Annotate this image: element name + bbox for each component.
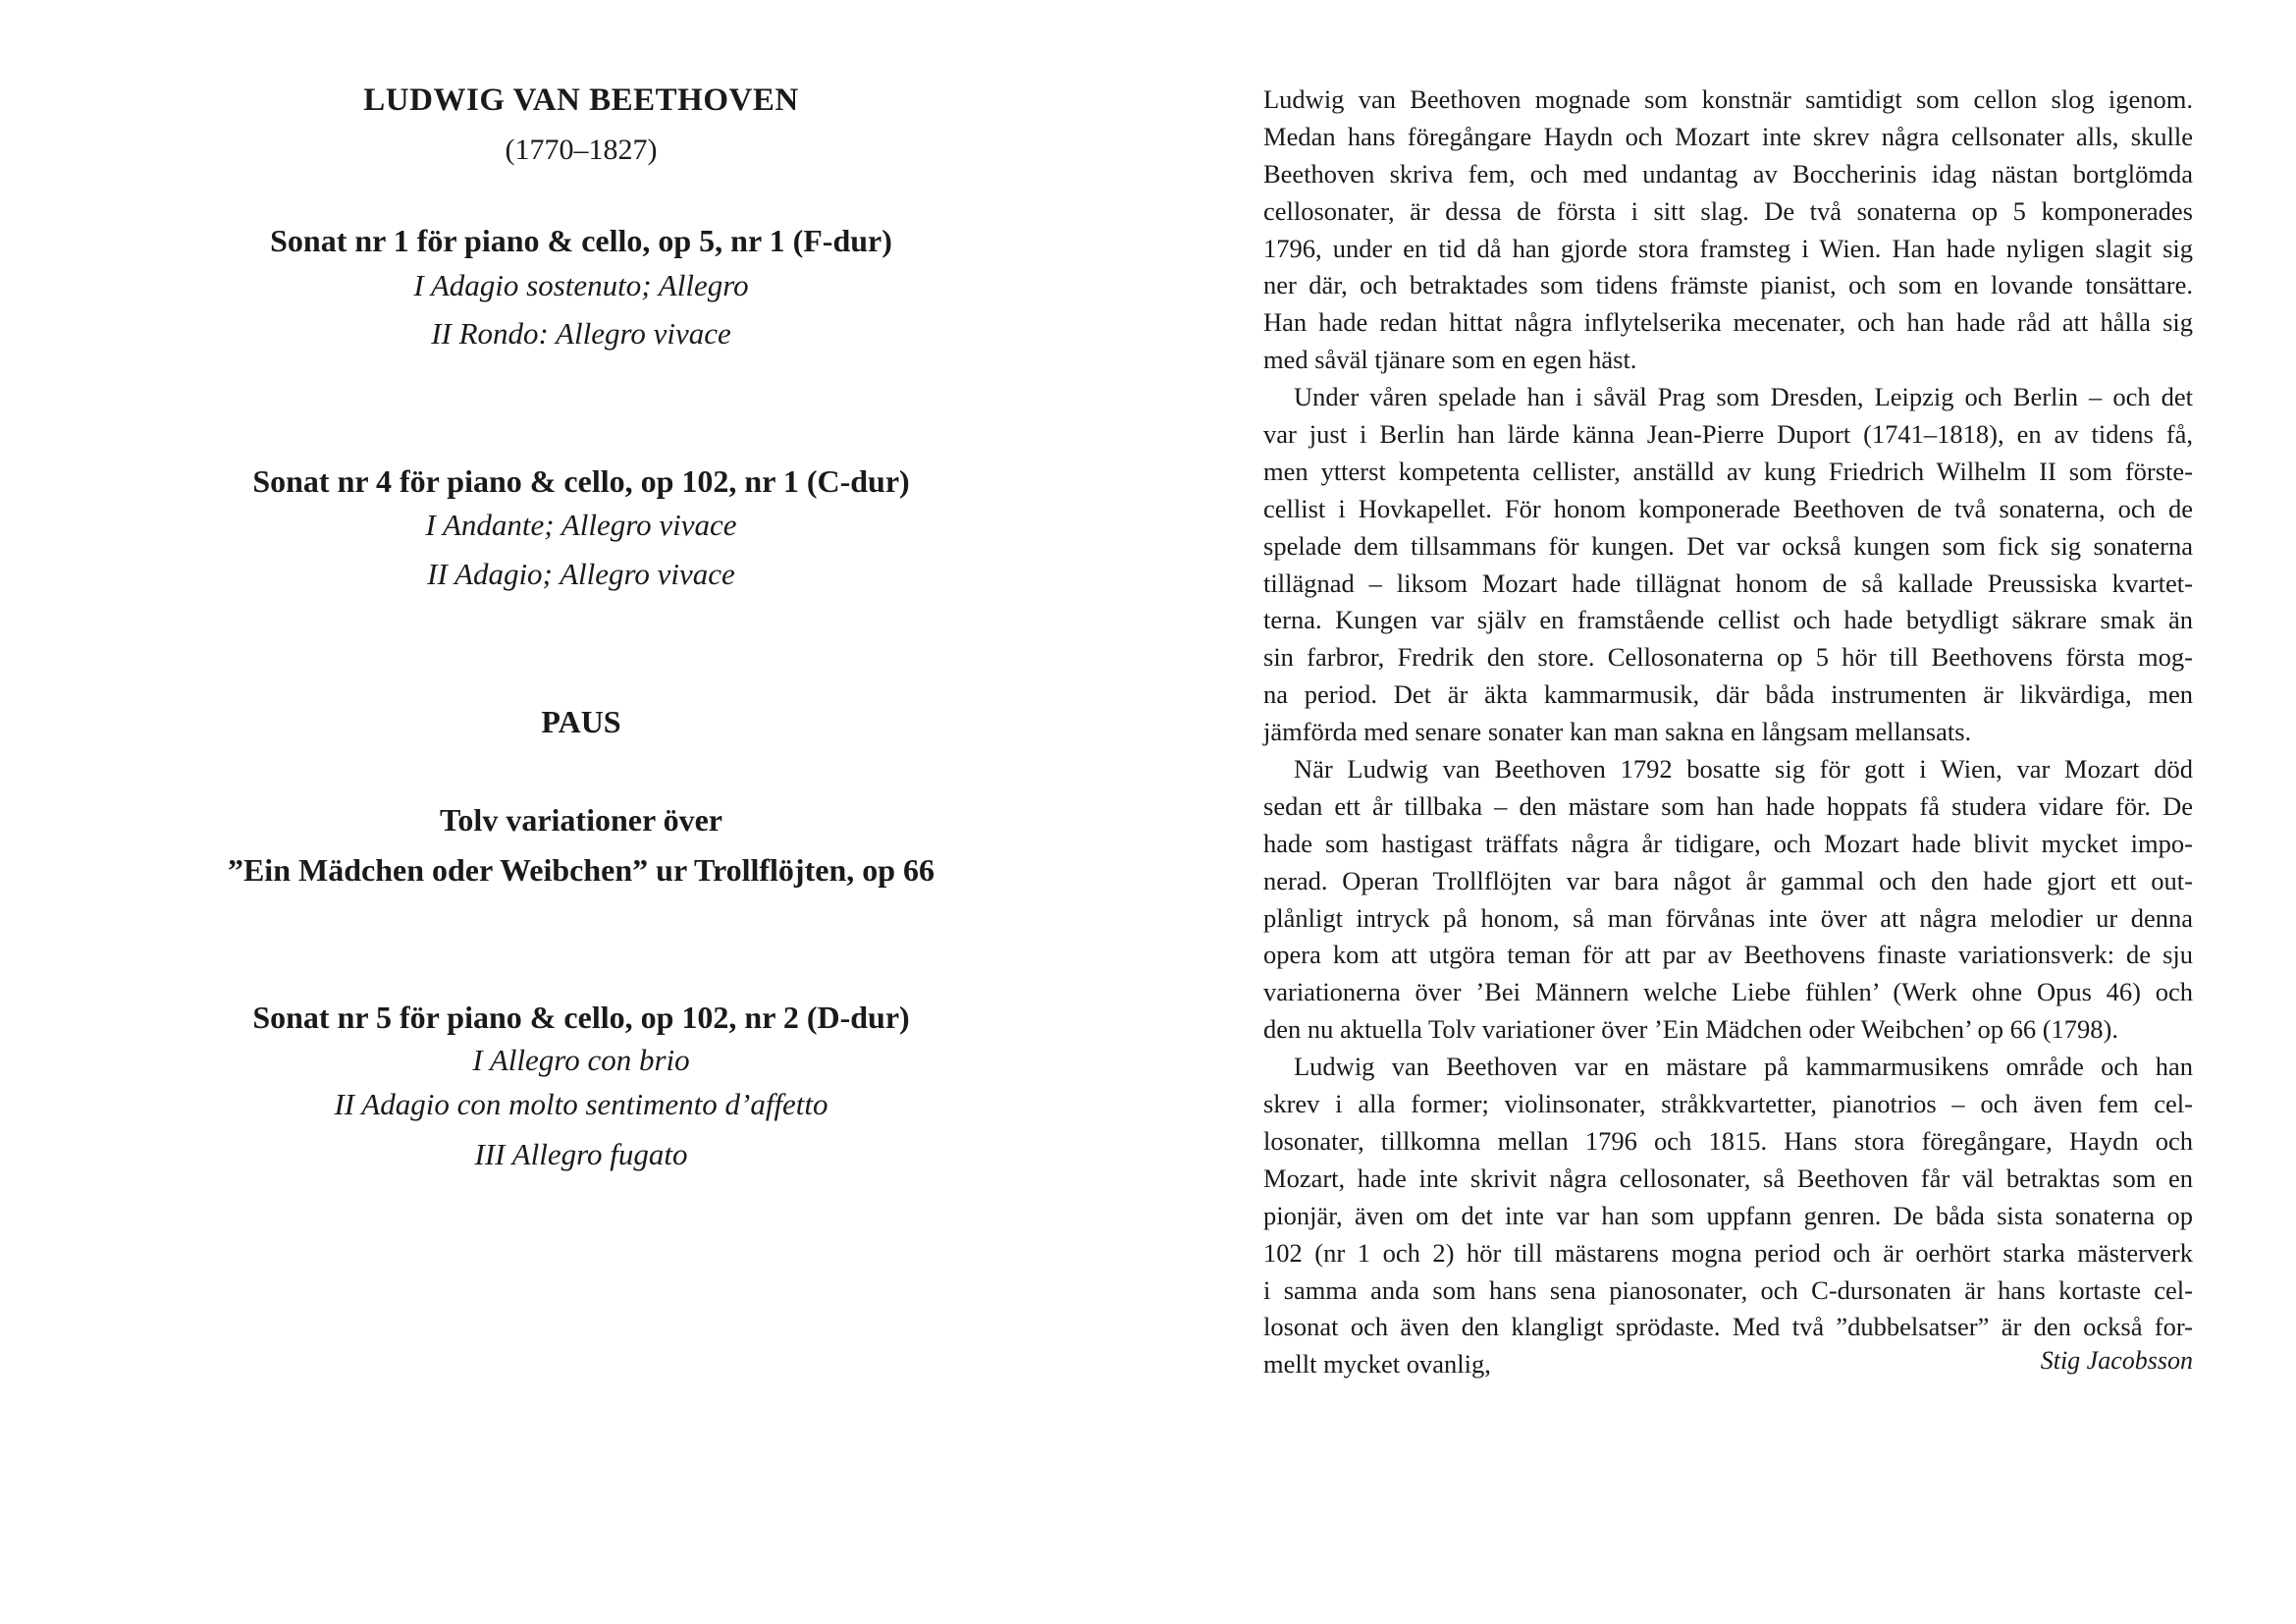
- movement: I Andante; Allegro vivace: [425, 508, 737, 542]
- essay-line: nerad. Operan Trollflöjten var bara något år gammal och den hade gjort ett out-: [1263, 865, 2193, 895]
- essay-line: Han hade redan hittat några inflytelserika mecenater, och han hade råd att hålla sig: [1263, 307, 2193, 338]
- essay-line: skrev i alla former; violinsonater, stråkkvartetter, pianotrios – och även fem cel-: [1263, 1089, 2193, 1119]
- essay-line: Ludwig van Beethoven mognade som konstnär samtidigt som cellon slog igenom.: [1263, 84, 2193, 114]
- movement: III Allegro fugato: [474, 1137, 688, 1171]
- work-title: Sonat nr 5 för piano & cello, op 102, nr 2 (D-dur): [252, 1000, 910, 1035]
- essay-line: När Ludwig van Beethoven 1792 bosatte sig för gott i Wien, var Mozart död: [1294, 754, 2193, 785]
- essay-text: [1263, 81, 2193, 1383]
- essay-line: plånligt intryck på honom, så man förvånas inte över att några melodier ur denna: [1263, 902, 2193, 933]
- essay-line: hade som hastigast träffats några år tidigare, och Mozart hade blivit mycket impo-: [1263, 828, 2193, 858]
- essay-line: cellist i Hovkapellet. För honom komponerade Beethoven de två sonaterna, och de: [1263, 493, 2193, 523]
- essay-line: sedan ett år tillbaka – den mästare som han hade hoppats få studera vidare för. De: [1263, 790, 2193, 821]
- essay-line: Under våren spelade han i såväl Prag som Dresden, Leipzig och Berlin – och det: [1294, 382, 2193, 412]
- intermission-label: PAUS: [541, 704, 621, 739]
- essay-line: losonater, tillkomna mellan 1796 och 1815. Hans stora föregångare, Haydn och: [1263, 1125, 2193, 1156]
- essay-line: spelade dem tillsammans för kungen. Det var också kungen som fick sig sonaterna: [1263, 530, 2193, 561]
- essay-line: den nu aktuella Tolv variationer över ’Ein Mädchen oder Weibchen’ op 66 (1798).: [1263, 1014, 2118, 1045]
- essay-line: ner där, och betraktades som tidens främste pianist, och som en lovande tonsättare.: [1263, 270, 2193, 300]
- essay-line: i samma anda som hans sena pianosonater, och C-dursonaten är hans kortaste cel-: [1263, 1274, 2193, 1305]
- movement: I Allegro con brio: [472, 1043, 690, 1077]
- movement: I Adagio sostenuto; Allegro: [413, 268, 749, 302]
- essay-line: opera kom att utgöra teman för att par av Beethovens finaste variationsverk: de sju: [1263, 940, 2193, 970]
- movement: II Adagio; Allegro vivace: [427, 557, 735, 591]
- essay-line: variationerna över ’Bei Männern welche Liebe fühlen’ (Werk ohne Opus 46) och: [1263, 977, 2193, 1007]
- essay-line: mellt mycket ovanlig,: [1263, 1349, 1491, 1380]
- essay-line: men ytterst kompetenta cellister, anställd av kung Friedrich Wilhelm II som förste-: [1263, 456, 2193, 486]
- work-title: Sonat nr 4 för piano & cello, op 102, nr 1 (C-dur): [252, 463, 910, 499]
- movement: II Rondo: Allegro vivace: [431, 316, 731, 351]
- essay-signature: Stig Jacobsson: [2040, 1346, 2193, 1375]
- essay-line: terna. Kungen var själv en framstående cellist och hade betydligt säkrare smak än: [1263, 605, 2193, 635]
- composer-name: LUDWIG VAN BEETHOVEN: [363, 82, 799, 118]
- variations-title: Tolv variationer över: [440, 802, 722, 838]
- essay-line: losonat och även den klangligt sprödaste. Med två ”dubbelsatser” är den också for-: [1263, 1312, 2193, 1342]
- composer-years: (1770–1827): [505, 134, 658, 166]
- essay-line: 1796, under en tid då han gjorde stora framsteg i Wien. Han hade nyligen slagit sig: [1263, 233, 2193, 263]
- essay-line: Medan hans föregångare Haydn och Mozart inte skrev några cellsonater alls, skulle: [1263, 121, 2193, 151]
- essay-line: pionjär, även om det inte var han som uppfann genren. De båda sista sonaterna op: [1263, 1200, 2193, 1230]
- essay-line: Ludwig van Beethoven var en mästare på kammarmusikens område och han: [1294, 1052, 2193, 1082]
- variations-subtitle: ”Ein Mädchen oder Weibchen” ur Trollflöjten, op 66: [227, 852, 935, 888]
- essay-line: na period. Det är äkta kammarmusik, där båda instrumenten är likvärdiga, men: [1263, 679, 2193, 710]
- essay-line: var just i Berlin han lärde känna Jean-Pierre Duport (1741–1818), en av tidens få,: [1263, 419, 2193, 450]
- work-title: Sonat nr 1 för piano & cello, op 5, nr 1 (F-dur): [270, 223, 892, 258]
- essay-line: cellosonater, är dessa de första i sitt slag. De två sonaterna op 5 komponerades: [1263, 195, 2193, 226]
- movement: II Adagio con molto sentimento d’affetto: [334, 1087, 828, 1121]
- essay-line: Beethoven skriva fem, och med undantag av Boccherinis idag nästan bortglömda: [1263, 158, 2193, 189]
- essay-line: jämförda med senare sonater kan man sakna en långsam mellansats.: [1263, 717, 1972, 747]
- essay-line: med såväl tjänare som en egen häst.: [1263, 345, 1637, 375]
- essay-line: Mozart, hade inte skrivit några cellosonater, så Beethoven får väl betraktas som en: [1263, 1163, 2193, 1193]
- essay-line: sin farbror, Fredrik den store. Cellosonaterna op 5 hör till Beethovens första mog-: [1263, 642, 2193, 673]
- essay-line: tillägnad – liksom Mozart hade tillägnat honom de så kallade Preussiska kvartet-: [1263, 568, 2193, 598]
- essay-line: 102 (nr 1 och 2) hör till mästarens mogna period och är oerhört starka mästerverk: [1263, 1237, 2193, 1268]
